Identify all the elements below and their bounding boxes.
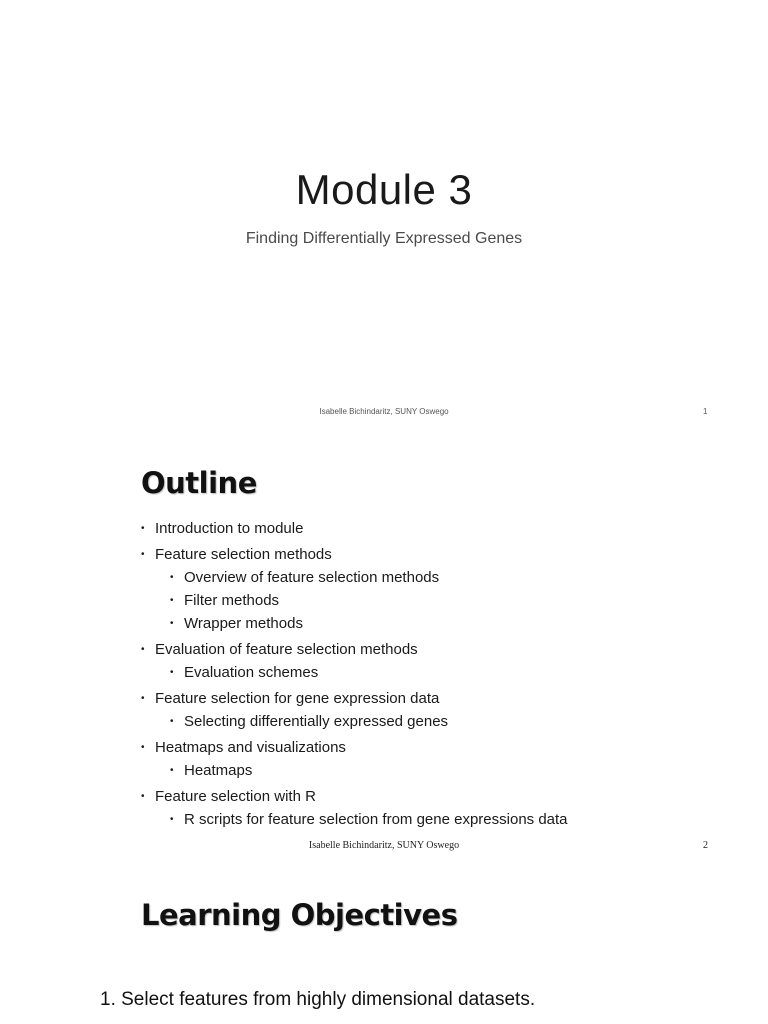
outline-item-label: Overview of feature selection methods	[184, 569, 440, 586]
outline-item-label: Feature selection with R	[155, 788, 316, 805]
outline-item	[141, 738, 568, 757]
slide-1	[0, 0, 768, 432]
outline-list	[141, 519, 568, 829]
bullet-icon: •	[170, 618, 174, 629]
bullet-icon: •	[170, 572, 174, 583]
outline-item-label: Wrapper methods	[184, 615, 303, 632]
bullet-icon: •	[141, 549, 145, 560]
bullet-icon: •	[170, 716, 174, 727]
bullet-icon: •	[141, 791, 145, 802]
slide-subtitle: Finding Differentially Expressed Genes	[245, 230, 523, 247]
slide-heading: Outline	[141, 466, 257, 500]
page-number: 1	[703, 407, 708, 416]
outline-item	[141, 568, 568, 587]
outline-item	[141, 761, 568, 780]
slide-heading: Learning Objectives	[141, 898, 458, 932]
outline-item	[141, 519, 568, 538]
slide-title: Module 3	[295, 166, 473, 213]
outline-item-label: Evaluation schemes	[184, 664, 319, 681]
bullet-icon: •	[170, 814, 174, 825]
outline-item	[141, 591, 568, 610]
outline-item-label: Feature selection methods	[155, 546, 332, 563]
outline-item-label: Filter methods	[184, 592, 280, 609]
outline-item	[141, 545, 568, 564]
objective-item: 1. Select features from highly dimensional datasets.	[100, 989, 536, 1010]
outline-item-label: Heatmaps	[184, 762, 253, 779]
bullet-icon: •	[170, 667, 174, 678]
outline-item	[141, 614, 568, 633]
outline-item-label: Heatmaps and visualizations	[155, 739, 346, 756]
outline-item-label: Feature selection for gene expression data	[155, 690, 440, 707]
outline-item-label: R scripts for feature selection from gene expressions data	[184, 811, 568, 828]
bullet-icon: •	[170, 595, 174, 606]
outline-item	[141, 810, 568, 829]
slide-3	[0, 864, 768, 1024]
outline-item	[141, 787, 568, 806]
outline-item	[141, 712, 568, 731]
outline-item-label: Selecting differentially expressed genes	[184, 713, 449, 730]
page-number: 2	[703, 840, 708, 851]
bullet-icon: •	[141, 523, 145, 534]
bullet-icon: •	[141, 742, 145, 753]
outline-item-label: Evaluation of feature selection methods	[155, 641, 418, 658]
bullet-icon: •	[170, 765, 174, 776]
slide-footer: Isabelle Bichindaritz, SUNY Oswego	[308, 840, 460, 851]
slide-2	[0, 432, 768, 864]
slide-footer: Isabelle Bichindaritz, SUNY Oswego	[319, 407, 449, 416]
outline-item	[141, 640, 568, 659]
bullet-icon: •	[141, 693, 145, 704]
bullet-icon: •	[141, 644, 145, 655]
outline-item	[141, 663, 568, 682]
outline-item	[141, 689, 568, 708]
outline-item-label: Introduction to module	[155, 520, 304, 537]
